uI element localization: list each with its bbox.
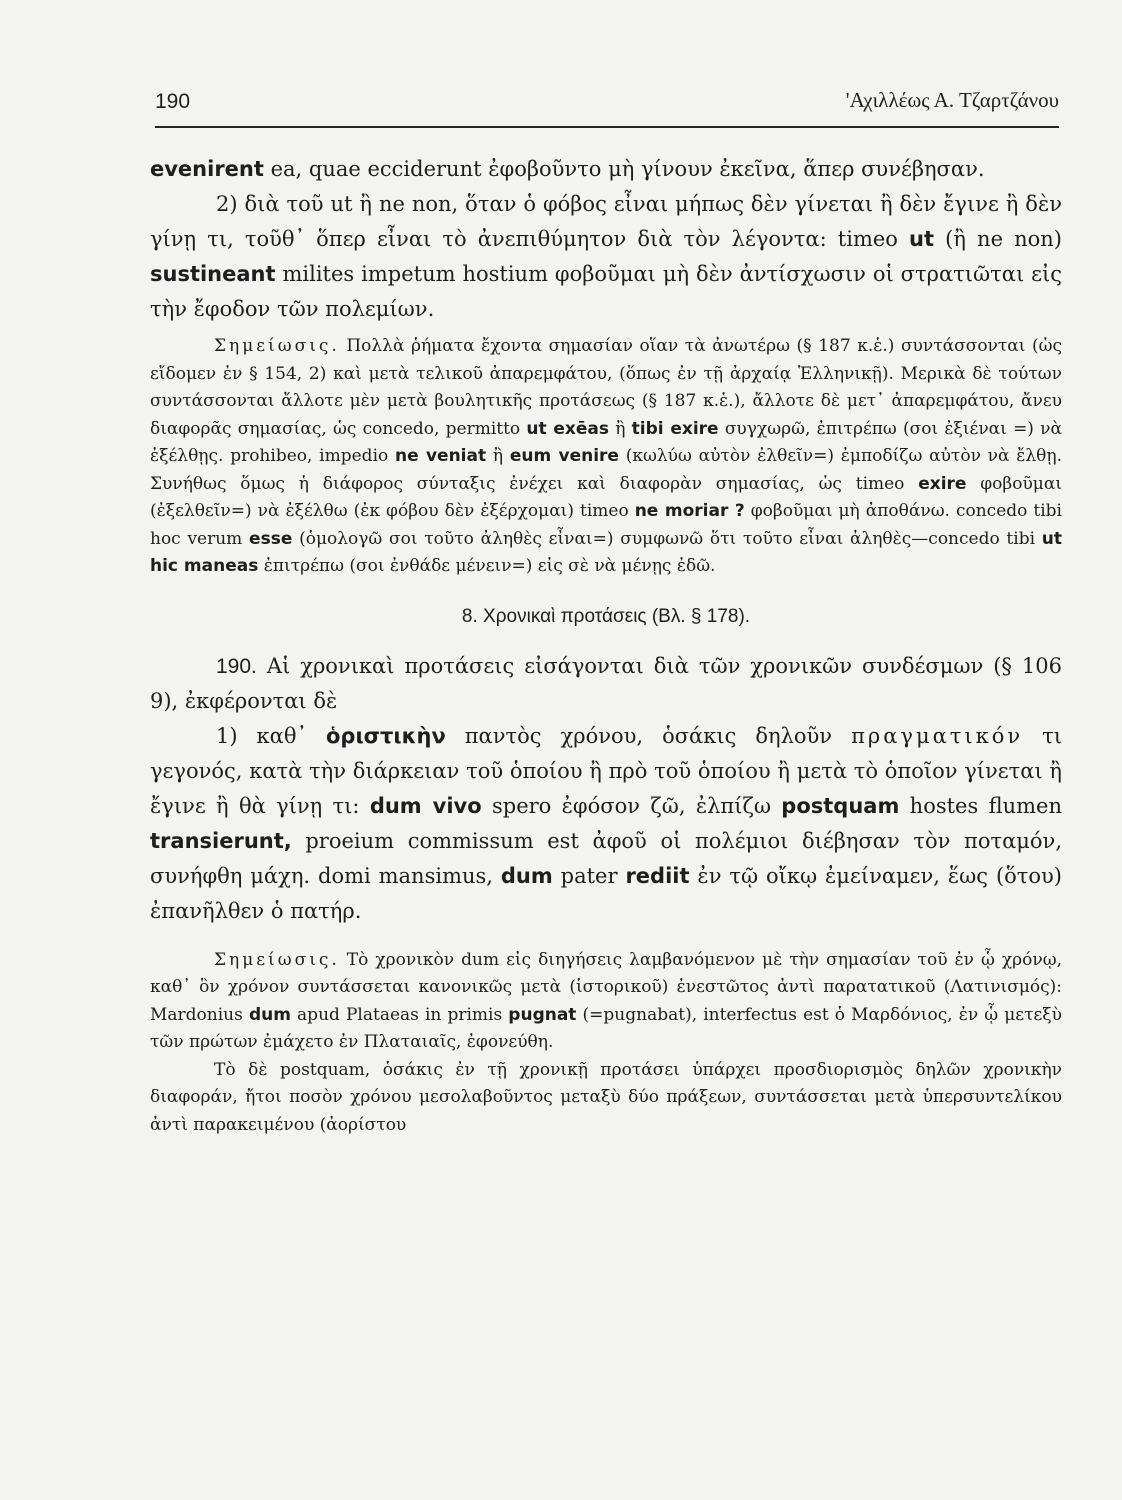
text-run: Πολλὰ ῥήματα ἔχοντα σημασίαν οἵαν τὰ ἀνωτέρω (§ 187 κ.ἑ.) συντάσσονται (ὡς εἴδομεν ἐν § 154, 2) καὶ μετὰ τελικοῦ ἀπαρεμφάτου, (ὅπως ἐν τῇ ἀρχαίᾳ Ἑλληνικῇ). Μερικὰ δὲ τούτων συντάσσονται ἄλλοτε μὲν μετὰ βουλητικῆς προτάσεως (§ 187 κ.ἑ.), ἄλλοτε δὲ μετ᾽ ἀπαρεμφάτου, ἄνευ διαφορᾶς σημασίας, ὡς concedo, permitto xyxy=(150,336,1062,439)
text-run: ἢ xyxy=(609,418,632,439)
latin-bold: postquam xyxy=(781,793,900,818)
text-run: spero ἐφόσον ζῶ, ἐλπίζω xyxy=(481,793,782,818)
note-paragraph xyxy=(150,333,1062,581)
latin-bold: ut hic maneas xyxy=(150,528,1062,576)
note-paragraph-dum xyxy=(150,947,1062,1057)
note-label: Σημείωσις. xyxy=(214,336,340,356)
latin-bold: dum vivo xyxy=(369,793,482,818)
text-run: συγχωρῶ, ἐπιτρέπω (σοι ἐξιέναι =) νὰ ἐξέλθῃς. prohibeo, impedio xyxy=(150,418,1062,466)
page-body xyxy=(150,152,1062,1139)
latin-bold: evenirent xyxy=(150,157,264,181)
text-run: Αἱ χρονικαὶ προτάσεις εἰσάγονται διὰ τῶν χρονικῶν συνδέσμων (§ 106 9), ἐκφέρονται δὲ xyxy=(150,653,1062,713)
latin-bold: rediit xyxy=(625,863,690,888)
text-run: παντὸς χρόνου, ὁσάκις δηλοῦν xyxy=(445,723,852,748)
text-run: ἐν τῷ οἴκῳ ἐμείναμεν, ἕως (ὅτου) ἐπανῆλθεν ὁ πατήρ. xyxy=(150,863,1063,923)
text-run: 2) διὰ τοῦ ut ἢ ne non, ὅταν ὁ φόβος εἶναι μήπως δὲν γίνεται ἢ δὲν ἔγινε ἢ δὲν γίνῃ τι, τοῦθ᾽ ὅπερ εἶναι τὸ ἀνεπιθύμητον διὰ τὸν λέγοντα: timeo xyxy=(150,192,1062,251)
text-run: apud Plataeas in primis xyxy=(290,1004,509,1025)
latin-bold: pugnat xyxy=(508,1004,577,1025)
latin-bold: exire xyxy=(918,473,967,494)
page-number: 190 xyxy=(155,90,191,113)
paragraph-number: 190. xyxy=(216,654,257,678)
text-run: Τὸ δὲ postquam, ὁσάκις ἐν τῇ χρονικῇ προτάσει ὑπάρχει προσδιορισμὸς δηλῶν χρονικὴν διαφοράν, ἤτοι ποσὸν χρόνου μεσολαβοῦντος μεταξὺ δύο πράξεων, συντάσσεται μετὰ ὑπερσυντελίκου ἀντὶ παρακειμένου (ἀορίστου xyxy=(150,1059,1062,1135)
latin-bold: eum venire xyxy=(509,446,619,466)
latin-bold: tibi exire xyxy=(631,418,719,439)
text-run: (κωλύω αὐτὸν ἐλθεῖν=) ἐμποδίζω αὐτὸν νὰ ἔλθῃ. Συνήθως ὅμως ἡ διάφορος σύνταξις ἐνέχει καὶ διαφορὰν σημασίας, ὡς timeo xyxy=(150,446,1063,494)
page-header xyxy=(155,88,1059,128)
text-run: (=pugnabat), interfectus est ὁ Μαρδόνιος, ἐν ᾧ μετεξὺ τῶν πρώτων ἐμάχετο ἐν Πλαταιαῖς, ἐφονεύθη. xyxy=(150,1004,1062,1052)
latin-bold: ne veniat xyxy=(395,446,487,466)
latin-bold: ut xyxy=(909,227,935,251)
latin-bold: dum xyxy=(500,863,553,888)
latin-bold: sustineant xyxy=(150,262,276,286)
text-run: τι γεγονός, κατὰ τὴν διάρκειαν τοῦ ὁποίου ἢ πρὸ τοῦ ὁποίου ἢ μετὰ τὸ ὁποῖον γίνεται ἢ ἔγινε ἢ θὰ γίνῃ τι: xyxy=(150,723,1063,818)
text-run: ea, quae ecciderunt ἐφοβοῦντο μὴ γίνουν ἐκεῖνα, ἅπερ συνέβησαν. xyxy=(263,157,985,181)
text-run: pater xyxy=(552,863,626,888)
latin-bold: ne moriar ? xyxy=(634,501,745,521)
spaced-emphasis: πραγματικόν xyxy=(851,723,1024,748)
text-run: φοβοῦμαι (ἐξελθεῖν=) νὰ ἐξέλθω (ἐκ φόβου δὲν ἐξέρχομαι) timeo xyxy=(150,473,1062,521)
text-run: (ἢ ne non) xyxy=(934,227,1062,251)
latin-bold: ut exēas xyxy=(526,418,609,439)
text-run: 1) καθ᾽ xyxy=(216,723,326,748)
paragraph-indicative xyxy=(150,719,1062,929)
paragraph-ut-ne-non xyxy=(150,187,1062,327)
text-run: ἢ xyxy=(486,446,510,466)
text-run: ἐπιτρέπω (σοι ἐνθάδε μένειν=) εἰς σὲ νὰ μένῃς ἐδῶ. xyxy=(258,556,716,576)
note-paragraph-postquam xyxy=(150,1057,1062,1140)
text-run: Τὸ χρονικὸν dum εἰς διηγήσεις λαμβανόμενον μὲ τὴν σημασίαν τοῦ ἐν ᾧ χρόνῳ, καθ᾽ ὃν χρόνον συντάσσεται κανονικῶς μετὰ (ἱστορικοῦ) ἐνεστῶτος ἀντὶ παρατατικοῦ (Λατινισμός): Mardonius xyxy=(150,949,1062,1025)
text-run: (ὁμολογῶ σοι τοῦτο ἀληθὲς εἶναι=) συμφωνῶ ὅτι τοῦτο εἶναι ἀληθὲς—concedo tibi xyxy=(292,528,1042,549)
latin-bold: esse xyxy=(249,528,293,549)
text-run: proeium commissum est ἀφοῦ οἱ πολέμιοι διέβησαν τὸν ποταμόν, συνήφθη μάχη. domi mansimus, xyxy=(150,828,1062,888)
text-run: φοβοῦμαι μὴ ἀποθάνω. concedo tibi hoc verum xyxy=(150,501,1062,549)
latin-bold: transierunt, xyxy=(150,828,292,853)
latin-bold: dum xyxy=(248,1004,291,1025)
running-head: 'Αχιλλέως Α. Τζαρτζάνου xyxy=(845,88,1059,112)
greek-bold: ὁριστικὴν xyxy=(326,723,446,748)
section-heading: 8. Χρονικαὶ προτάσεις (Βλ. § 178). xyxy=(461,605,751,627)
paragraph-continuation xyxy=(150,152,1062,187)
text-run: hostes flumen xyxy=(899,793,1062,818)
text-run: milites impetum hostium φοβοῦμαι μὴ δὲν ἀντίσχωσιν οἱ στρατιῶται εἰς τὴν ἔφοδον τῶν πολεμίων. xyxy=(150,262,1062,321)
note-label: Σημείωσις. xyxy=(214,949,340,970)
paragraph-190 xyxy=(150,649,1062,719)
